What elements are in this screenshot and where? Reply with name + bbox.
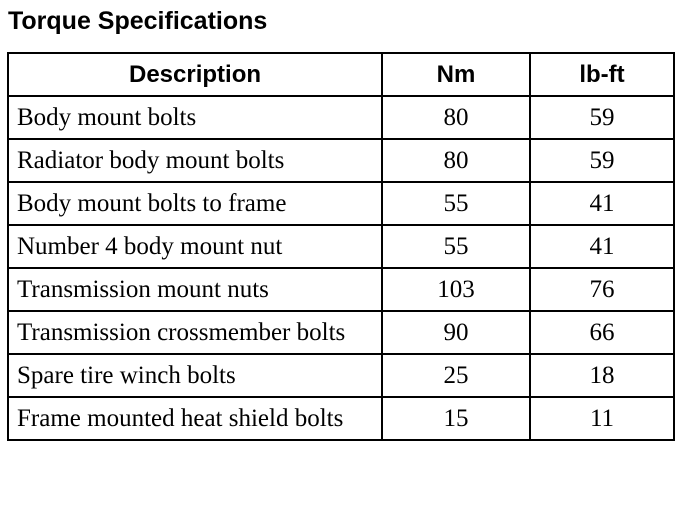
lbft-cell: 66 <box>530 311 674 354</box>
description-cell: Transmission mount nuts <box>8 268 382 311</box>
lbft-cell: 59 <box>530 96 674 139</box>
table-row <box>8 182 674 225</box>
nm-cell: 80 <box>382 139 530 182</box>
header-nm: Nm <box>382 53 530 96</box>
table-row <box>8 139 674 182</box>
table-row <box>8 397 674 440</box>
nm-cell: 90 <box>382 311 530 354</box>
description-cell: Transmission crossmember bolts <box>8 311 382 354</box>
page-title: Torque Specifications <box>8 7 268 35</box>
description-cell: Radiator body mount bolts <box>8 139 382 182</box>
table-row <box>8 96 674 139</box>
table-row <box>8 311 674 354</box>
nm-cell: 25 <box>382 354 530 397</box>
description-cell: Frame mounted heat shield bolts <box>8 397 382 440</box>
nm-cell: 80 <box>382 96 530 139</box>
lbft-cell: 76 <box>530 268 674 311</box>
lbft-cell: 41 <box>530 225 674 268</box>
nm-cell: 15 <box>382 397 530 440</box>
header-description: Description <box>8 53 382 96</box>
nm-cell: 55 <box>382 182 530 225</box>
lbft-cell: 59 <box>530 139 674 182</box>
header-lbft: lb-ft <box>530 53 674 96</box>
description-cell: Body mount bolts to frame <box>8 182 382 225</box>
lbft-cell: 11 <box>530 397 674 440</box>
nm-cell: 55 <box>382 225 530 268</box>
table-row <box>8 268 674 311</box>
table-row <box>8 225 674 268</box>
description-cell: Body mount bolts <box>8 96 382 139</box>
lbft-cell: 41 <box>530 182 674 225</box>
description-cell: Spare tire winch bolts <box>8 354 382 397</box>
torque-specifications-table <box>7 52 675 441</box>
lbft-cell: 18 <box>530 354 674 397</box>
table-row <box>8 354 674 397</box>
description-cell: Number 4 body mount nut <box>8 225 382 268</box>
nm-cell: 103 <box>382 268 530 311</box>
table-header-row <box>8 53 674 96</box>
